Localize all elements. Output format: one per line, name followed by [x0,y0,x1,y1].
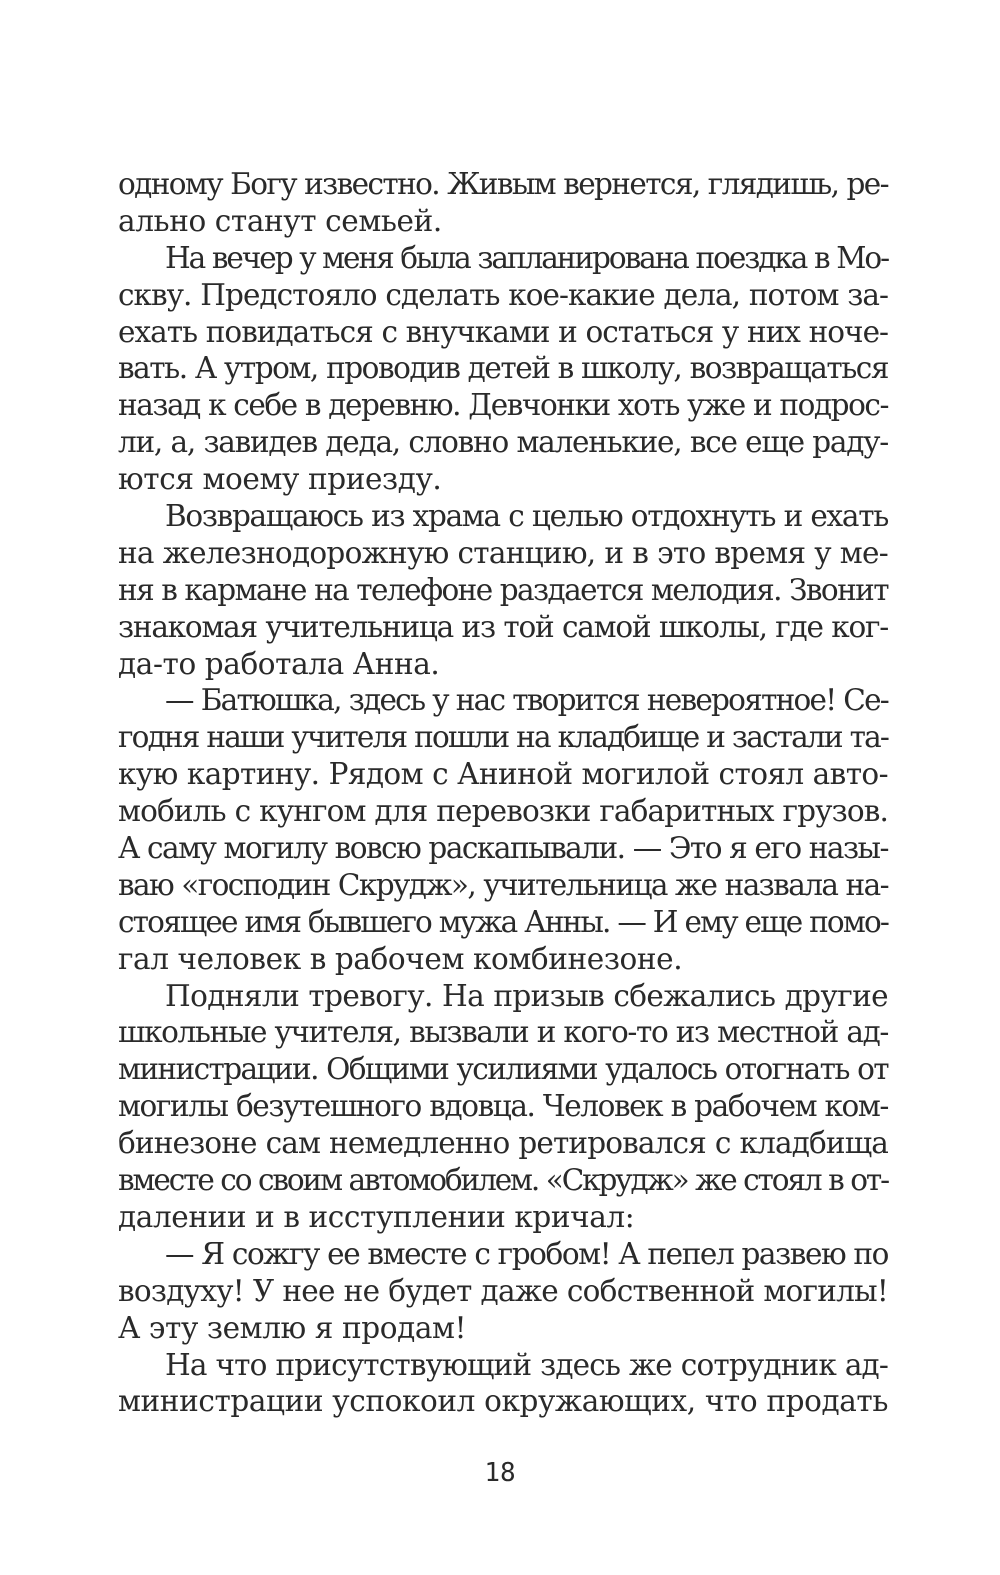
text-line: На вечер у меня была запланирована поездка в Мо- [165,240,888,275]
text-line: да-то работала Анна. [118,646,440,681]
text-line: вместе со своим автомобилем. «Скрудж» же стоял в от- [118,1163,888,1198]
text-line: бинезоне сам немедленно ретировался с кладбища [118,1126,888,1161]
text-line: назад к себе в деревню. Девчонки хоть уже и подрос- [118,388,888,423]
text-line: стоящее имя бывшего мужа Анны. — И ему еще помо- [118,904,888,939]
text-line: кую картину. Рядом с Аниной могилой стоял авто- [118,757,888,792]
text-line: А эту землю я продам! [118,1310,467,1345]
text-line: Подняли тревогу. На призыв сбежались другие [165,978,888,1013]
text-line: школьные учителя, вызвали и кого-то из местной ад- [118,1015,888,1050]
text-line: одному Богу известно. Живым вернется, глядишь, ре- [118,167,888,201]
text-line: ехать повидаться с внучками и остаться у них ноче- [118,314,888,349]
text-line: — Батюшка, здесь у нас творится невероятное! Се- [165,683,888,718]
text-line: ются моему приезду. [118,462,442,497]
text-line: ваю «господин Скрудж», учительница же назвала на- [118,867,888,902]
text-line: мобиль с кунгом для перевозки габаритных грузов. [118,794,888,829]
text-line: скву. Предстояло сделать кое-какие дела, потом за- [118,277,888,312]
text-line: гал человек в рабочем комбинезоне. [118,941,683,976]
text-line: министрации. Общими усилиями удалось отогнать от [118,1052,888,1087]
text-line: вать. А утром, проводив детей в школу, возвращаться [118,351,888,386]
text-line: воздуху! У нее не будет даже собственной могилы! [118,1273,888,1308]
text-line: на железнодорожную станцию, и в это время у ме- [118,535,888,570]
page-number: 18 [484,1458,516,1488]
body-text [118,166,888,1420]
text-line: Возвращаюсь из храма с целью отдохнуть и ехать [165,499,888,534]
text-line: На что присутствующий здесь же сотрудник ад- [165,1347,888,1382]
text-line: министрации успокоил окружающих, что продать [118,1384,888,1419]
text-line: А саму могилу вовсю раскапывали. — Это я его назы- [118,831,888,866]
text-line: знакомая учительница из той самой школы, где ког- [118,609,888,644]
text-line: могилы безутешного вдовца. Человек в рабочем ком- [118,1089,888,1124]
text-line: годня наши учителя пошли на кладбище и застали та- [118,720,888,755]
text-line: ально станут семьей. [118,203,442,238]
text-line: ня в кармане на телефоне раздается мелодия. Звонит [118,572,888,607]
text-line: ли, а, завидев деда, словно маленькие, все еще раду- [118,425,888,460]
text-line: — Я сожгу ее вместе с гробом! А пепел развею по [165,1236,888,1271]
text-line: далении и в исступлении кричал: [118,1199,635,1234]
